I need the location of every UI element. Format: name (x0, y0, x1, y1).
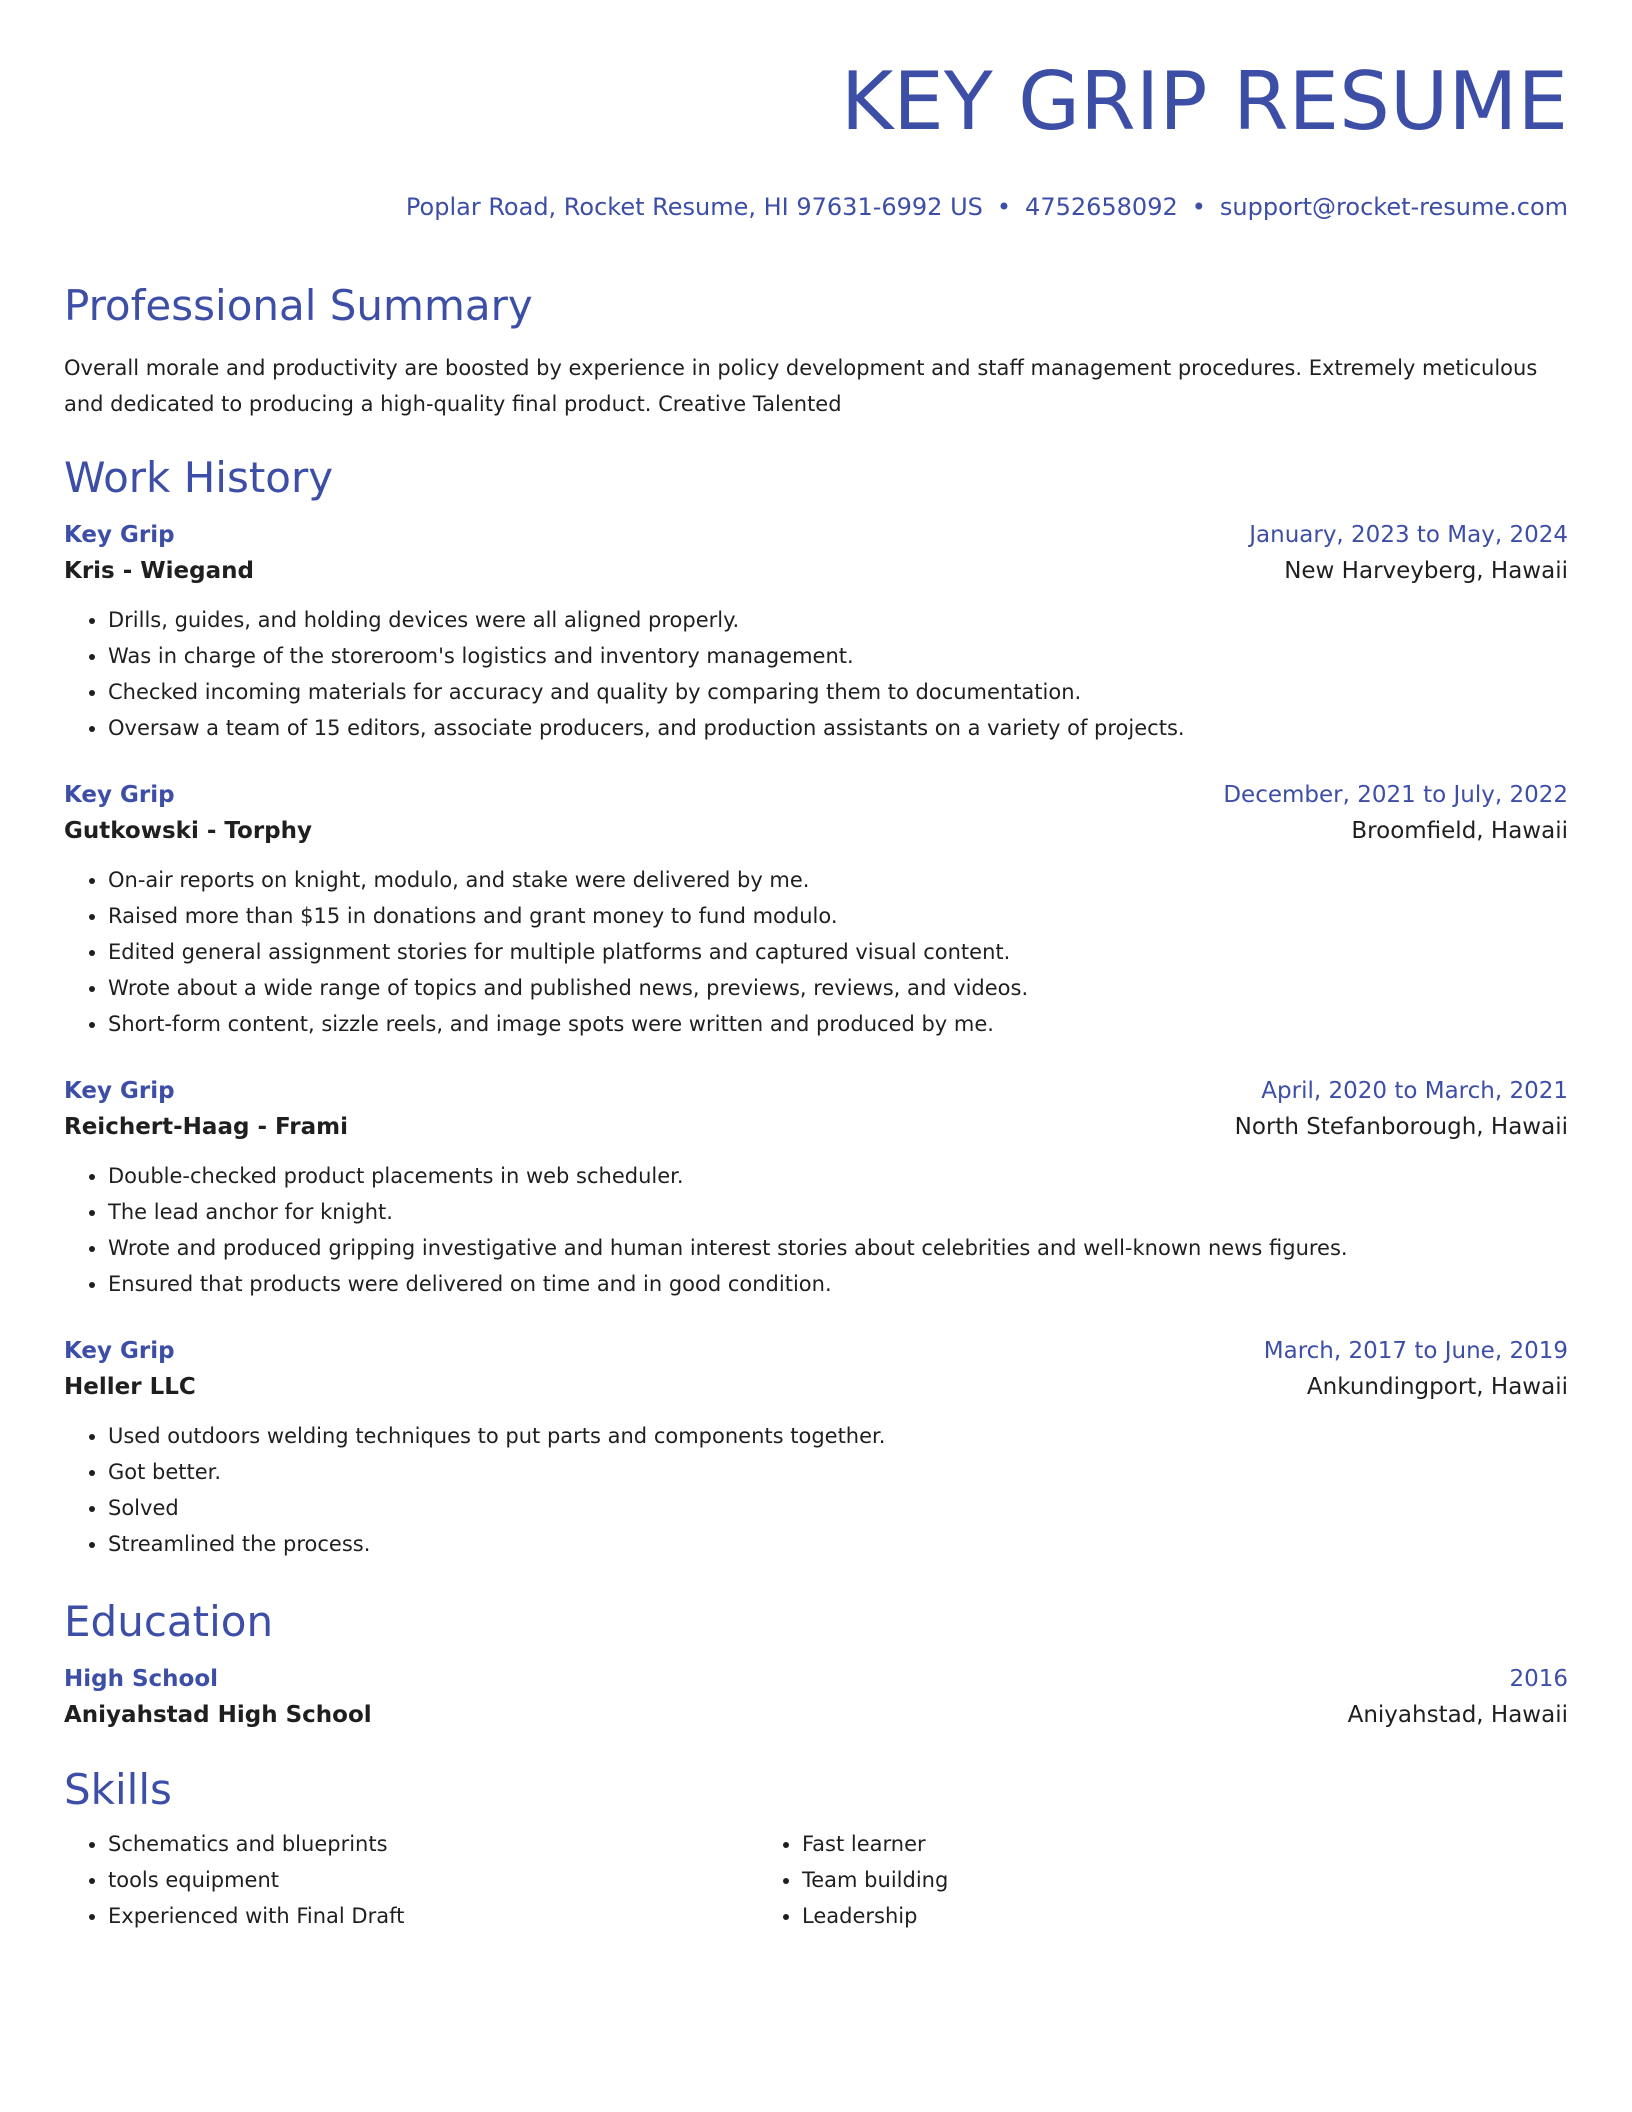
job-title: Key Grip (64, 1078, 175, 1104)
job-company: Heller LLC (64, 1374, 196, 1400)
summary-heading: Professional Summary (64, 281, 533, 330)
job-company: Reichert-Haag - Frami (64, 1114, 348, 1140)
education-school: Aniyahstad High School (64, 1702, 372, 1728)
skill-item: • Experienced with Final Draft (108, 1898, 758, 1934)
job-bullet: • Wrote about a wide range of topics and published news, previews, reviews, and videos. (108, 970, 1568, 1006)
job-dates: March, 2017 to June, 2019 (1263, 1338, 1568, 1364)
job-bullets (64, 1158, 1568, 1302)
job-header-row (64, 1074, 1568, 1108)
skills-heading: Skills (64, 1765, 172, 1814)
contact-email[interactable]: support@rocket-resume.com (1219, 193, 1568, 221)
job-bullet: • Oversaw a team of 15 editors, associate producers, and production assistants on a variety of projects. (108, 710, 1568, 746)
job-company-row (64, 812, 1568, 850)
skills-column-right (758, 1826, 1452, 1934)
skill-item: • Leadership (802, 1898, 1452, 1934)
job-entry (64, 518, 1568, 746)
job-dates: December, 2021 to July, 2022 (1223, 782, 1568, 808)
job-bullets (64, 1418, 1568, 1562)
job-title: Key Grip (64, 522, 175, 548)
summary-text: Overall morale and productivity are boosted by experience in policy development and staff management procedures. Extremely meticulous and dedicated to producing a high-quality final product. Creative Talented (64, 356, 1538, 416)
job-dates: April, 2020 to March, 2021 (1261, 1078, 1568, 1104)
job-location: Ankundingport, Hawaii (1306, 1374, 1568, 1400)
job-location: Broomfield, Hawaii (1351, 818, 1568, 844)
job-dates: January, 2023 to May, 2024 (1249, 522, 1568, 548)
job-entry (64, 778, 1568, 1042)
education-year: 2016 (1509, 1666, 1568, 1692)
job-header-row (64, 518, 1568, 552)
education-heading: Education (64, 1597, 274, 1646)
job-title: Key Grip (64, 1338, 175, 1364)
job-location: North Stefanborough, Hawaii (1234, 1114, 1568, 1140)
job-bullet: • The lead anchor for knight. (108, 1194, 1568, 1230)
job-bullet: • Checked incoming materials for accuracy and quality by comparing them to documentation. (108, 674, 1568, 710)
job-bullet: • Wrote and produced gripping investigative and human interest stories about celebrities and well-known news figures. (108, 1230, 1568, 1266)
skills-list (64, 1826, 1568, 1934)
job-company-row (64, 1108, 1568, 1146)
job-company: Kris - Wiegand (64, 558, 254, 584)
skill-item: • Team building (802, 1862, 1452, 1898)
job-header-row (64, 1334, 1568, 1368)
contact-address: Poplar Road, Rocket Resume, HI 97631-6992 US (405, 193, 983, 221)
education-header-row (64, 1662, 1568, 1696)
job-bullet: • Short-form content, sizzle reels, and image spots were written and produced by me. (108, 1006, 1568, 1042)
resume-title: KEY GRIP RESUME (840, 55, 1568, 148)
job-title: Key Grip (64, 782, 175, 808)
education-degree: High School (64, 1666, 219, 1692)
resume-header (64, 0, 1568, 222)
education-school-row (64, 1696, 1568, 1734)
job-company-row (64, 552, 1568, 590)
job-bullet: • Double-checked product placements in web scheduler. (108, 1158, 1568, 1194)
job-bullet: • Got better. (108, 1454, 1568, 1490)
job-entry (64, 1074, 1568, 1302)
job-bullets (64, 862, 1568, 1042)
job-header-row (64, 778, 1568, 812)
work-history-heading: Work History (64, 453, 334, 502)
job-entry (64, 1334, 1568, 1562)
education-entry (64, 1662, 1568, 1734)
job-bullet: • Raised more than $15 in donations and grant money to fund modulo. (108, 898, 1568, 934)
job-bullet: • On-air reports on knight, modulo, and stake were delivered by me. (108, 862, 1568, 898)
contact-separator: • (1191, 193, 1206, 221)
skill-item: • Fast learner (802, 1826, 1452, 1862)
contact-phone: 4752658092 (1025, 193, 1178, 221)
skills-column-left (64, 1826, 758, 1934)
job-bullet: • Used outdoors welding techniques to put parts and components together. (108, 1418, 1568, 1454)
job-bullet: • Solved (108, 1490, 1568, 1526)
job-location: New Harveyberg, Hawaii (1284, 558, 1568, 584)
job-bullet: • Ensured that products were delivered on time and in good condition. (108, 1266, 1568, 1302)
job-bullets (64, 602, 1568, 746)
job-bullet: • Edited general assignment stories for multiple platforms and captured visual content. (108, 934, 1568, 970)
contact-line (64, 192, 1568, 222)
job-company: Gutkowski - Torphy (64, 818, 313, 844)
job-company-row (64, 1368, 1568, 1406)
skill-item: • tools equipment (108, 1862, 758, 1898)
job-bullet: • Was in charge of the storeroom's logistics and inventory management. (108, 638, 1568, 674)
job-bullet: • Drills, guides, and holding devices were all aligned properly. (108, 602, 1568, 638)
contact-separator: • (996, 193, 1012, 221)
skill-item: • Schematics and blueprints (108, 1826, 758, 1862)
education-location: Aniyahstad, Hawaii (1347, 1702, 1568, 1728)
job-bullet: • Streamlined the process. (108, 1526, 1568, 1562)
